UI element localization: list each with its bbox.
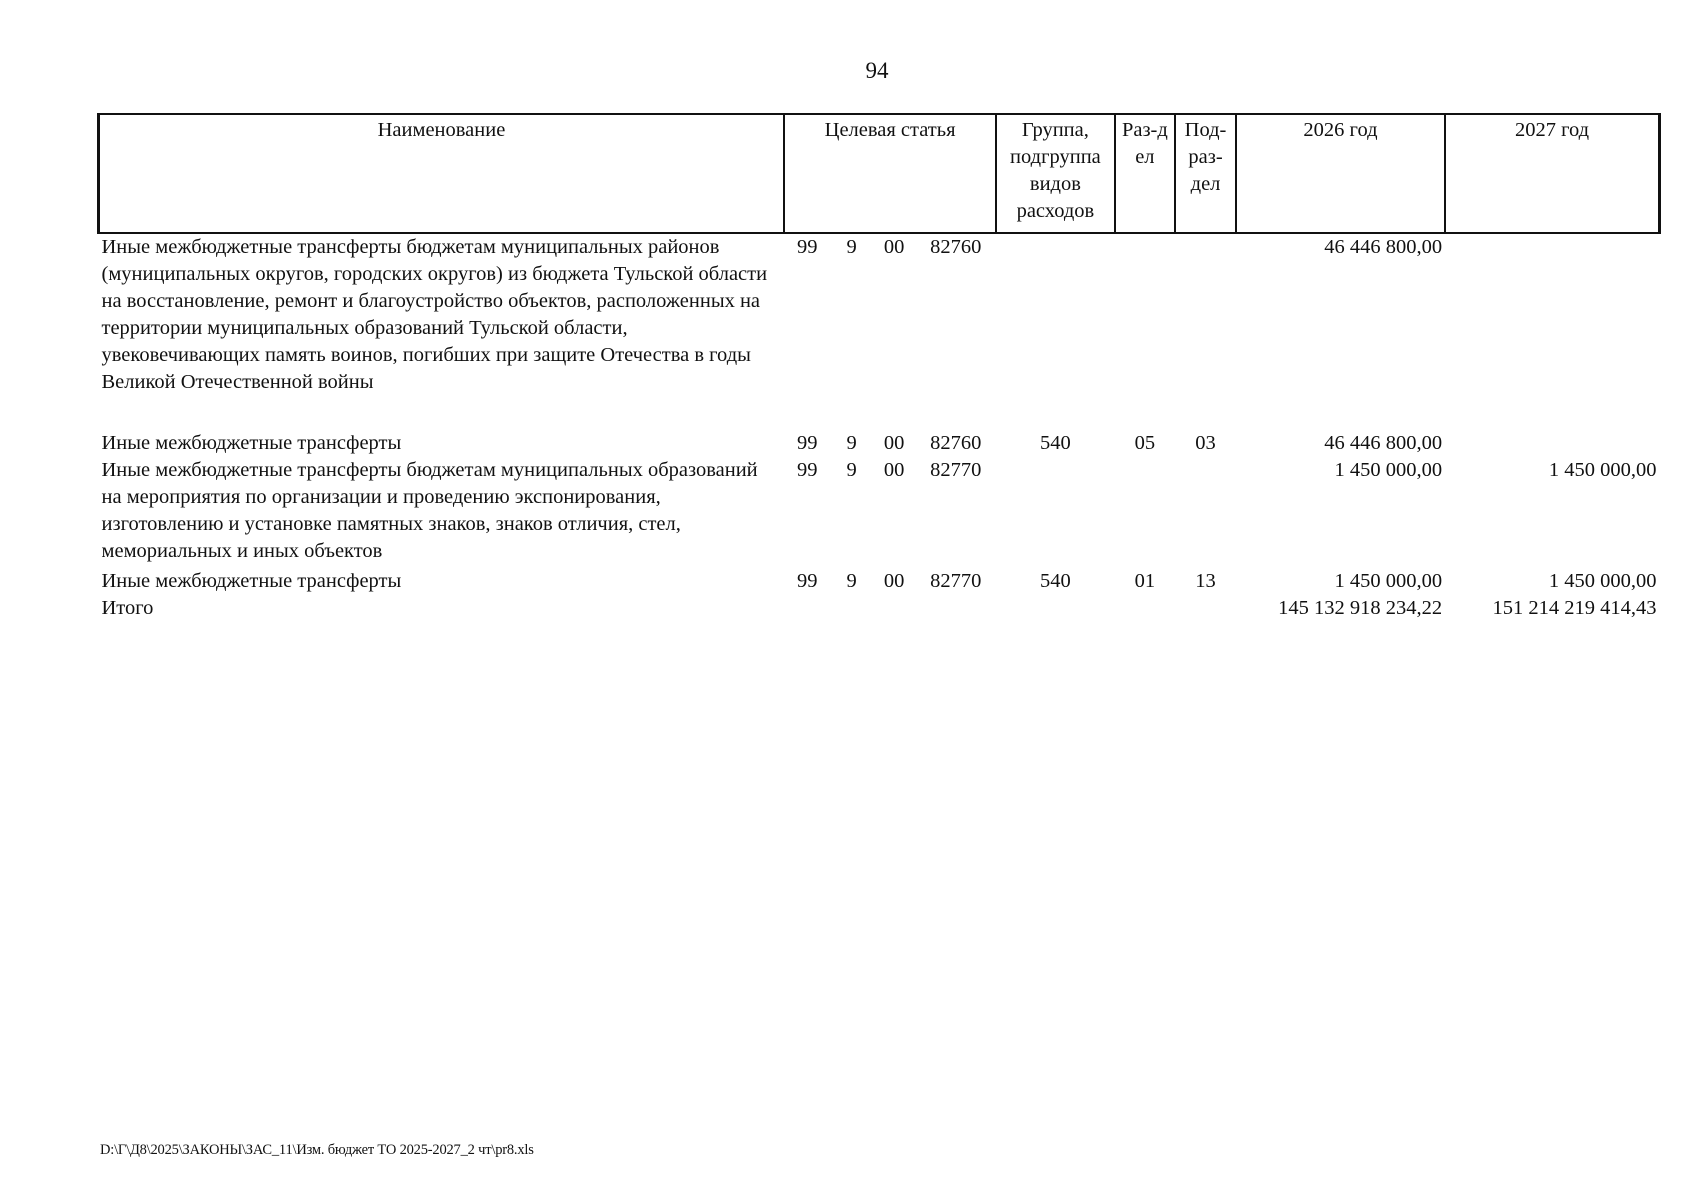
target-program: 99 [796,459,818,481]
amount-2026: 46 446 800,00 [1324,236,1443,258]
target-direction: 82760 [930,432,982,454]
total-2027: 151 214 219 414,43 [1492,597,1657,619]
amount-2026: 1 450 000,00 [1334,459,1443,481]
budget-table [97,113,1661,622]
header-subsection: Под-раз-дел [1175,114,1236,233]
row-name: Иные межбюджетные трансферты [101,570,402,592]
target-event: 00 [883,432,905,454]
target-direction: 82770 [930,459,982,481]
amount-2026: 1 450 000,00 [1334,570,1443,592]
target-direction: 82760 [930,236,982,258]
target-event: 00 [883,236,905,258]
expense-group: 540 [1040,432,1071,454]
header-target-article: Целевая статья [784,114,996,233]
target-subprogram: 9 [846,432,857,454]
section [1115,457,1176,568]
subsection [1175,233,1236,430]
section: 05 [1134,432,1156,454]
table-row [99,430,1660,457]
expense-group [996,457,1114,568]
subsection: 03 [1195,432,1216,454]
total-2026: 145 132 918 234,22 [1278,597,1443,619]
total-label: Итого [101,597,154,619]
amount-2027 [1445,430,1659,457]
target-program: 99 [796,570,818,592]
row-name: Иные межбюджетные трансферты бюджетам муниципальных районов (муниципальных округов, городских округов) из бюджета Тульской области на восстановление, ремонт и благоустройство объектов, расположенных на территории муниципальных образований Тульской области, увековечивающих память воинов, погибших при защите Отечества в годы Великой Отечественной войны [101,236,768,393]
expense-group [996,233,1114,430]
header-name: Наименование [99,114,784,233]
target-subprogram: 9 [846,459,857,481]
amount-2027 [1445,233,1659,430]
header-expense-group: Группа, подгруппа видов расходов [996,114,1114,233]
row-name: Иные межбюджетные трансферты [101,432,402,454]
subsection: 13 [1195,570,1216,592]
target-event: 00 [883,459,905,481]
table-row [99,233,1660,430]
subsection [1175,457,1236,568]
file-path-footer: D:\Г\Д8\2025\ЗАКОНЫ\ЗАС_11\Изм. бюджет ТО 2025-2027_2 чт\pr8.xls [100,1142,534,1158]
header-year-2027: 2027 год [1445,114,1659,233]
amount-2026: 46 446 800,00 [1324,432,1443,454]
header-year-2026: 2026 год [1236,114,1445,233]
target-subprogram: 9 [846,236,857,258]
page-number: 94 [865,58,889,83]
total-row [99,595,1660,622]
amount-2027: 1 450 000,00 [1548,459,1657,481]
target-subprogram: 9 [846,570,857,592]
target-program: 99 [796,432,818,454]
target-direction: 82770 [930,570,982,592]
target-program: 99 [796,236,818,258]
amount-2027: 1 450 000,00 [1548,570,1657,592]
row-name: Иные межбюджетные трансферты бюджетам муниципальных образований на мероприятия по организации и проведению экспонирования, изготовлению и установке памятных знаков, знаков отличия, стел, мемориальных и иных объектов [101,459,758,562]
section: 01 [1134,570,1156,592]
target-event: 00 [883,570,905,592]
table-row [99,457,1660,568]
header-section: Раз-дел [1115,114,1176,233]
section [1115,233,1176,430]
table-header-row [99,114,1660,233]
table-row [99,568,1660,595]
expense-group: 540 [1040,570,1071,592]
